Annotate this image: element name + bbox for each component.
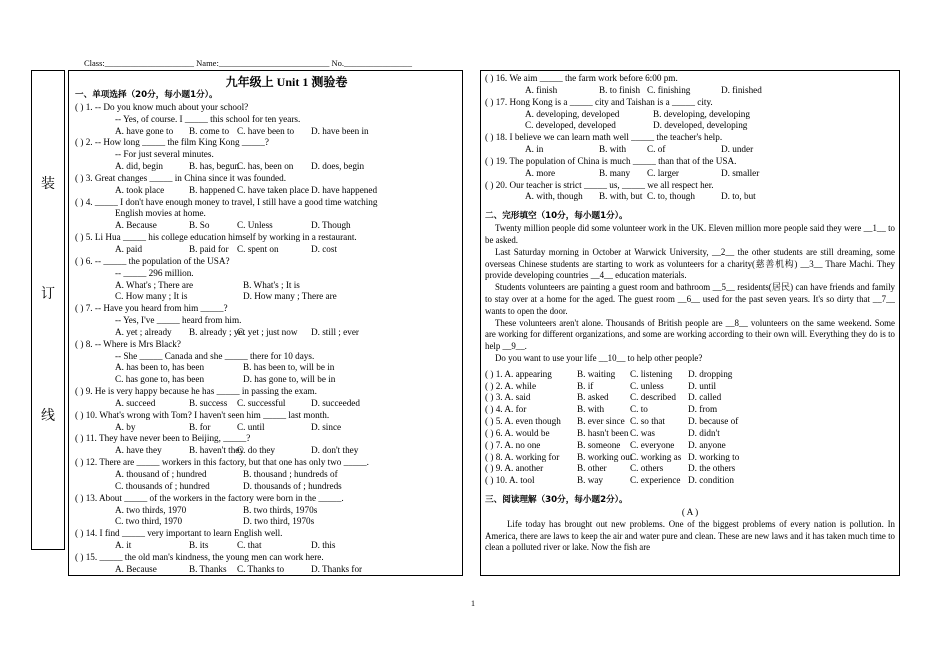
- option-b[interactable]: B. many: [599, 167, 631, 178]
- option-a[interactable]: A. yet ; already: [115, 326, 172, 337]
- option-c[interactable]: C. listening: [630, 368, 673, 379]
- cloze-option-row: [485, 440, 895, 452]
- q7-line: ( ) 7. -- Have you heard from him _____?: [75, 303, 228, 314]
- cloze-paragraph: Do you want to use your life __10__ to help other people?: [495, 352, 703, 363]
- option-c[interactable]: C. larger: [647, 167, 679, 178]
- binding-char-2: 订: [41, 286, 55, 302]
- option-c[interactable]: C. have taken place: [237, 184, 309, 195]
- option-d[interactable]: D. working to: [688, 451, 740, 462]
- option-d[interactable]: D. this: [311, 540, 336, 551]
- page-number: 1: [471, 599, 475, 608]
- cloze-paragraph: Last Saturday morning in October at Warwick University, __2__ the other students are still dreaming, some overseas Chinese students are starting to work as volunteers for a charity(慈善机构) __3__ Thare Machi. They provide developing countries __4__ education materials.: [485, 246, 895, 281]
- option-b[interactable]: B. paid for: [189, 243, 229, 254]
- cloze-options: [485, 369, 895, 487]
- option-c[interactable]: C. of: [647, 144, 666, 155]
- option-d[interactable]: D. succeeded: [311, 397, 360, 408]
- q1-line: -- Yes, of course. I _____ this school for ten years.: [115, 113, 301, 124]
- q3-line: ( ) 3. Great changes _____ in China since it was founded.: [75, 172, 287, 183]
- binding-char-1: 装: [41, 176, 55, 192]
- option-d[interactable]: D. since: [311, 421, 342, 432]
- option-d[interactable]: D. Thanks for: [311, 563, 363, 574]
- option-d[interactable]: D. have been in: [311, 125, 369, 136]
- option-d[interactable]: D. smaller: [721, 167, 760, 178]
- option-a[interactable]: A. have gone to: [115, 125, 174, 136]
- option-a[interactable]: C. How many ; It is: [115, 291, 188, 302]
- option-b[interactable]: B. with: [577, 404, 605, 415]
- option-b[interactable]: B. come to: [189, 125, 230, 136]
- option-b[interactable]: B. working out: [577, 451, 633, 462]
- option-d[interactable]: D. finished: [721, 84, 762, 95]
- passage-label: ( A ): [681, 506, 699, 517]
- cloze-question[interactable]: ( ) 2. A. while: [485, 380, 537, 391]
- option-b[interactable]: D. two third, 1970s: [243, 516, 315, 527]
- cloze-question[interactable]: ( ) 6. A. would be: [485, 427, 550, 438]
- option-a[interactable]: C. developed, developed: [525, 120, 616, 131]
- cloze-question[interactable]: ( ) 7. A. no one: [485, 439, 541, 450]
- option-b[interactable]: B. with, but: [599, 191, 643, 202]
- q15-line: ( ) 15. _____ the old man's kindness, the young men can work here.: [75, 551, 324, 562]
- cloze-question[interactable]: ( ) 8. A. working for: [485, 451, 560, 462]
- option-d[interactable]: D. Though: [311, 220, 351, 231]
- q6-line: ( ) 6. -- _____ the population of the USA?: [75, 255, 230, 266]
- q3-options: [75, 185, 458, 197]
- cloze-option-row: [485, 463, 895, 475]
- q5-options: [75, 244, 458, 256]
- student-info-header: Class:_____________________ Name:__________________________ No.________________: [84, 58, 412, 68]
- q12-line: ( ) 12. There are _____ workers in this factory, but that one has only two _____.: [75, 457, 369, 468]
- question-list-1-15: [75, 102, 458, 576]
- cloze-option-row: [485, 404, 895, 416]
- cloze-question[interactable]: ( ) 10. A. tool: [485, 475, 535, 486]
- q14-options: [75, 540, 458, 552]
- q8-line: ( ) 8. -- Where is Mrs Black?: [75, 338, 181, 349]
- binding-margin: [31, 70, 65, 550]
- q13-options: [75, 516, 458, 528]
- q2-line: -- For just several minutes.: [115, 149, 214, 160]
- cloze-question[interactable]: ( ) 9. A. another: [485, 463, 544, 474]
- q18-options: [485, 144, 895, 156]
- option-d[interactable]: D. the others: [688, 463, 736, 474]
- option-d[interactable]: D. does, begin: [311, 161, 365, 172]
- option-c[interactable]: C. Unless: [237, 220, 273, 231]
- option-a[interactable]: A. two thirds, 1970: [115, 504, 187, 515]
- cloze-option-row: [485, 428, 895, 440]
- option-b[interactable]: B. ever since: [577, 416, 625, 427]
- option-c[interactable]: C. described: [630, 392, 676, 403]
- cloze-question[interactable]: ( ) 1. A. appearing: [485, 368, 552, 379]
- option-d[interactable]: D. until: [688, 380, 717, 391]
- option-b[interactable]: B. happened: [189, 184, 235, 195]
- q1-options: [75, 126, 458, 138]
- option-d[interactable]: D. because of: [688, 416, 739, 427]
- option-b[interactable]: D. has gone to, will be in: [243, 374, 336, 385]
- q7-line: -- Yes, I've _____ heard from him.: [115, 315, 242, 326]
- option-b[interactable]: B. two thirds, 1970s: [243, 504, 318, 515]
- q20-options: [485, 191, 895, 203]
- q17-options: [485, 109, 895, 121]
- cloze-question[interactable]: ( ) 5. A. even though: [485, 416, 561, 427]
- question-list-16-20: [485, 73, 895, 203]
- reading-passage-a: Life today has brought out new problems. One of the biggest problems of every nation is pollution. In America, there are laws to keep the air and water pure and clean. These are new laws and it has taken much time to clean a polluted river or lake. Now the fish are: [485, 518, 895, 553]
- option-b[interactable]: B. its: [189, 540, 209, 551]
- option-b[interactable]: B. to finish: [599, 84, 641, 95]
- option-a[interactable]: C. has gone to, has been: [115, 374, 205, 385]
- option-b[interactable]: B. success: [189, 397, 228, 408]
- option-c[interactable]: C. that: [237, 540, 262, 551]
- cloze-option-row: [485, 392, 895, 404]
- option-a[interactable]: A. succeed: [115, 397, 156, 408]
- option-b[interactable]: B. for: [189, 421, 211, 432]
- option-b[interactable]: D. thousands of ; hundreds: [243, 480, 342, 491]
- q15-options: [75, 564, 458, 576]
- option-d[interactable]: D. condition: [688, 475, 734, 486]
- option-c[interactable]: C. yet ; just now: [237, 326, 298, 337]
- option-d[interactable]: D. called: [688, 392, 722, 403]
- q16-line: ( ) 16. We aim _____ the farm work before 6:00 pm.: [485, 73, 678, 83]
- option-b[interactable]: B. someone: [577, 439, 621, 450]
- cloze-option-row: [485, 416, 895, 428]
- q4-line: ( ) 4. _____ I don't have enough money to travel, I still have a good time watching: [75, 196, 378, 207]
- q6-options: [75, 280, 458, 292]
- q8-line: -- She _____ Canada and she _____ there for 10 days.: [115, 350, 315, 361]
- option-d[interactable]: D. under: [721, 144, 754, 155]
- left-column: [68, 70, 463, 576]
- option-d[interactable]: D. cost: [311, 243, 338, 254]
- q13-line: ( ) 13. About _____ of the workers in the factory were born in the _____.: [75, 492, 344, 503]
- q4-line: English movies at home.: [115, 208, 206, 219]
- option-c[interactable]: C. to: [630, 404, 648, 415]
- q2-options: [75, 161, 458, 173]
- option-c[interactable]: C. do they: [237, 445, 276, 456]
- option-b[interactable]: B. has, begun: [189, 161, 240, 172]
- option-a[interactable]: A. in: [525, 144, 544, 155]
- q17-line: ( ) 17. Hong Kong is a _____ city and Taishan is a _____ city.: [485, 96, 713, 107]
- option-a[interactable]: C. two third, 1970: [115, 516, 183, 527]
- option-b[interactable]: B. has been to, will be in: [243, 362, 335, 373]
- option-b[interactable]: B. waiting: [577, 368, 616, 379]
- option-d[interactable]: D. still ; ever: [311, 326, 359, 337]
- cloze-paragraph: These volunteers aren't alone. Thousands of British people are __8__ volunteers on the same weekend. Some are working for different organizations, and some are working according to their own will. Everything they do is to help __9__.: [485, 317, 895, 352]
- q2-line: ( ) 2. -- How long _____ the film King Kong _____?: [75, 137, 269, 148]
- option-c[interactable]: C. everyone: [630, 439, 675, 450]
- q10-options: [75, 422, 458, 434]
- option-a[interactable]: A. paid: [115, 243, 143, 254]
- option-c[interactable]: C. until: [237, 421, 265, 432]
- option-d[interactable]: D. don't they: [311, 445, 359, 456]
- option-b[interactable]: B. other: [577, 463, 607, 474]
- option-a[interactable]: A. with, though: [525, 191, 583, 202]
- q5-line: ( ) 5. Li Hua _____ his college education himself by working in a restaurant.: [75, 232, 357, 243]
- option-b[interactable]: B. What's ; It is: [243, 279, 300, 290]
- option-a[interactable]: A. took place: [115, 184, 165, 195]
- option-a[interactable]: A. it: [115, 540, 132, 551]
- option-c[interactable]: C. unless: [630, 380, 664, 391]
- q19-line: ( ) 19. The population of China is much _____ than that of the USA.: [485, 155, 737, 166]
- option-b[interactable]: B. So: [189, 220, 210, 231]
- q12-options: [75, 481, 458, 493]
- cloze-passage: [485, 223, 895, 365]
- option-a[interactable]: C. thousands of ; hundred: [115, 480, 210, 491]
- page-title: 九年级上 Unit 1 测验卷: [225, 75, 348, 89]
- option-a[interactable]: A. have they: [115, 445, 162, 456]
- option-b[interactable]: B. already ; yet: [189, 326, 246, 337]
- q9-options: [75, 398, 458, 410]
- cloze-option-row: [485, 381, 895, 393]
- option-d[interactable]: D. didn't: [688, 427, 720, 438]
- q17-options: [485, 120, 895, 132]
- q16-options: [485, 85, 895, 97]
- option-b[interactable]: B. if: [577, 380, 594, 391]
- option-b[interactable]: B. thousand ; hundreds of: [243, 469, 338, 479]
- q19-options: [485, 168, 895, 180]
- q1-line: ( ) 1. -- Do you know much about your school?: [75, 101, 249, 112]
- option-a[interactable]: A. developing, developed: [525, 108, 620, 119]
- option-b[interactable]: B. hasn't been: [577, 427, 629, 438]
- option-c[interactable]: C. experience: [630, 475, 681, 486]
- option-a[interactable]: A. more: [525, 167, 556, 178]
- q11-options: [75, 445, 458, 457]
- option-b[interactable]: D. developed, developing: [653, 120, 748, 131]
- option-d[interactable]: D. dropping: [688, 368, 733, 379]
- q20-line: ( ) 20. Our teacher is strict _____ us, _____ we all respect her.: [485, 179, 714, 190]
- option-c[interactable]: C. successful: [237, 397, 286, 408]
- q10-line: ( ) 10. What's wrong with Tom? I haven't seen him _____ last month.: [75, 409, 330, 420]
- option-c[interactable]: C. spent on: [237, 243, 279, 254]
- cloze-question[interactable]: ( ) 3. A. said: [485, 392, 531, 403]
- option-a[interactable]: A. did, begin: [115, 161, 163, 172]
- cloze-option-row: [485, 475, 895, 487]
- cloze-question[interactable]: ( ) 4. A. for: [485, 404, 527, 415]
- option-c[interactable]: C. have been to: [237, 125, 295, 136]
- option-a[interactable]: A. What's ; There are: [115, 279, 194, 290]
- section-2-heading: 二、完形填空（10分，每小题1分）。: [485, 211, 628, 222]
- option-c[interactable]: C. Thanks to: [237, 563, 285, 574]
- cloze-option-row: [485, 452, 895, 464]
- option-a[interactable]: A. finish: [525, 84, 558, 95]
- option-d[interactable]: D. anyone: [688, 439, 726, 450]
- option-b[interactable]: B. haven't they: [189, 445, 244, 456]
- option-b[interactable]: B. developing, developing: [653, 108, 750, 119]
- q8-options: [75, 362, 458, 374]
- q18-line: ( ) 18. I believe we can learn math well _____ the teacher's help.: [485, 132, 723, 143]
- q7-options: [75, 327, 458, 339]
- q14-line: ( ) 14. I find _____ very important to learn English well.: [75, 528, 283, 539]
- cloze-option-row: [485, 369, 895, 381]
- q6-line: -- _____ 296 million.: [115, 267, 194, 278]
- option-a[interactable]: A. Because: [115, 220, 157, 231]
- option-b[interactable]: B. Thanks: [189, 563, 227, 574]
- option-c[interactable]: C. finishing: [647, 84, 691, 95]
- option-b[interactable]: B. with: [599, 144, 627, 155]
- option-c[interactable]: C. working as: [630, 451, 682, 462]
- option-b[interactable]: B. way: [577, 475, 604, 486]
- q13-options: [75, 505, 458, 517]
- section-3-heading: 三、阅读理解（30分，每小题2分）。: [485, 495, 628, 506]
- section-1-heading: 一、单项选择（20分，每小题1分）。: [75, 90, 218, 100]
- option-a[interactable]: A. by: [115, 421, 136, 432]
- binding-char-3: 线: [41, 408, 55, 424]
- right-column: [480, 70, 900, 576]
- cloze-paragraph: Students volunteers are painting a guest room and bathroom __5__ residents(居民) can have friends and family to stay over at a home for the aged. The guest room __6__ used for the past seven years. It's so dirty that __7__ wants to open the door.: [485, 282, 895, 316]
- option-d[interactable]: D. have happened: [311, 184, 378, 195]
- option-a[interactable]: A. thousand of ; hundred: [115, 469, 207, 479]
- option-a[interactable]: A. Because: [115, 563, 157, 574]
- option-c[interactable]: C. so that: [630, 416, 665, 427]
- q12-options: [75, 469, 458, 481]
- q6-options: [75, 291, 458, 303]
- option-c[interactable]: C. to, though: [647, 191, 695, 202]
- option-c[interactable]: C. was: [630, 427, 656, 438]
- option-c[interactable]: C. others: [630, 463, 664, 474]
- option-a[interactable]: A. has been to, has been: [115, 362, 205, 373]
- option-b[interactable]: D. How many ; There are: [243, 291, 337, 302]
- q11-line: ( ) 11. They have never been to Beijing, _____?: [75, 433, 251, 444]
- option-b[interactable]: B. asked: [577, 392, 609, 403]
- q4-options: [75, 220, 458, 232]
- option-c[interactable]: C. has, been on: [237, 161, 294, 172]
- q9-line: ( ) 9. He is very happy because he has _____ in passing the exam.: [75, 386, 317, 397]
- option-d[interactable]: D. from: [688, 404, 718, 415]
- cloze-paragraph: Twenty million people did some volunteer work in the UK. Eleven million more people said they were __1__ to be asked.: [485, 223, 895, 245]
- q8-options: [75, 374, 458, 386]
- option-d[interactable]: D. to, but: [721, 191, 756, 202]
